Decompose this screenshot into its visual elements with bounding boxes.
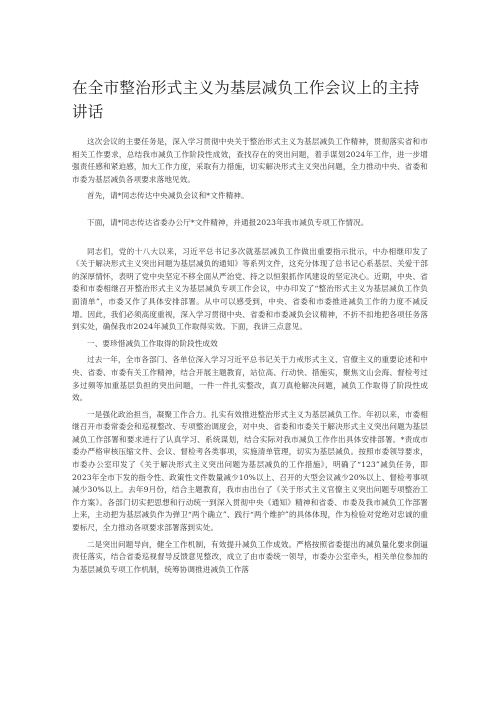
paragraph-point-two: 二是突出问题导向，健全工作机制，有效提升减负工作成效。严格按照省委提出的减负量化要求倒逼责任落实，结合省委巡视督导反馈意见整改，成立了由市委统一领导，市委办公室牵头，相关单位参加的为基层减负专项工作机制，统筹协调推进减负工作落 [72, 539, 428, 574]
paragraph-intro: 这次会议的主要任务是，深入学习贯彻中央关于整治形式主义为基层减负工作精神，贯彻落实省和市相关工作要求，总结我市减负工作阶段性成效，查找存在的突出问题，着手谋划2024年工作，进一步增强责任感和紧迫感，加大工作力度，采取有力措施，切实解决形式主义突出问题，全力推动中央、省委和市委为基层减负各项要求落地见效。 [72, 137, 428, 184]
paragraph-past-year: 过去一年，全市各部门、各单位深入学习习近平总书记关于力戒形式主义、官僚主义的重要论述和中央、省委、市委有关工作精神，结合开展主题教育，站位高、行动快、措施实，聚焦文山会海、督检考过多过频等加重基层负担的突出问题，一件一件扎实整改，真刀真枪解决问题，减负工作取得了阶段性成效。 [72, 355, 428, 403]
paragraph-speech-opening: 同志们，党的十八大以来，习近平总书记多次就基层减负工作做出重要指示批示，中办相继印发了《关于解决形式主义突出问题为基层减负的通知》等系列文件，这充分体现了总书记心系基层、关爱干部的深厚情怀，表明了党中央坚定不移全面从严治党、持之以恒狠抓作风建设的坚定决心。近期，中央、省委和市委相继召开整治形式主义为基层减负专项工作会议，中办印发了“整治形式主义为基层减负工作负面清单”，市委又作了具体安排部署。从中可以感受到，中央、省委和市委推进减负工作的力度不减反增。因此，我们必须高度重视，深入学习贯彻中央、省委和市委减负会议精神，不折不扣地把各项任务落到实处，确保我市2024年减负工作取得实效。下面，我讲三点意见。 [72, 246, 428, 332]
paragraph-agenda-2: 下面，请*同志传达省委办公厅*文件精神，并通报2023年我市减负专项工作情况。 [87, 217, 369, 227]
paragraph-point-one: 一是强化政治担当，凝聚工作合力。扎实有效推进整治形式主义为基层减负工作。年初以来，市委相继召开市委常委会和巡视整改、专项整治调度会，对中央、省委和市委关于解决形式主义突出问题为基层减负工作部署和要求进行了认真学习、系统谋划，结合实际对我市减负工作作出具体安排部署。*责成市委办严格审核压缩文件、会议、督检考各类事项，实施清单管理，切实为基层减负。按照市委领导要求，市委办公室印发了《关于解决形式主义突出问题为基层减负的工作措施》，明确了“123”减负任务，即2023年全市下发的指令性、政策性文件数量减少10%以上、召开的大型会议减少20%以上、督检考事项减少30%以上。去年9月份，结合主题教育，我市由出台了《关于形式主义官僚主义突出问题专项整治工作方案》。各部门切实把思想和行动统一到深入贯彻中央《通知》精神和省委、市委及我市减负工作部署上来，主动把为基层减负作为弹卫“两个确立”、践行“两个维护”的具体体现，作为检验对党绝对忠诚的重要标尺，全力推动各项要求部署落到实处。 [72, 409, 428, 533]
paragraph-agenda-1: 首先，请*同志传达中央减负会议和*文件精神。 [87, 191, 249, 201]
section-heading-1: 一、要珍惜减负工作取得的阶段性成效 [87, 338, 218, 348]
document-title: 在全市整治形式主义为基层减负工作会议上的主持讲话 [72, 79, 420, 121]
